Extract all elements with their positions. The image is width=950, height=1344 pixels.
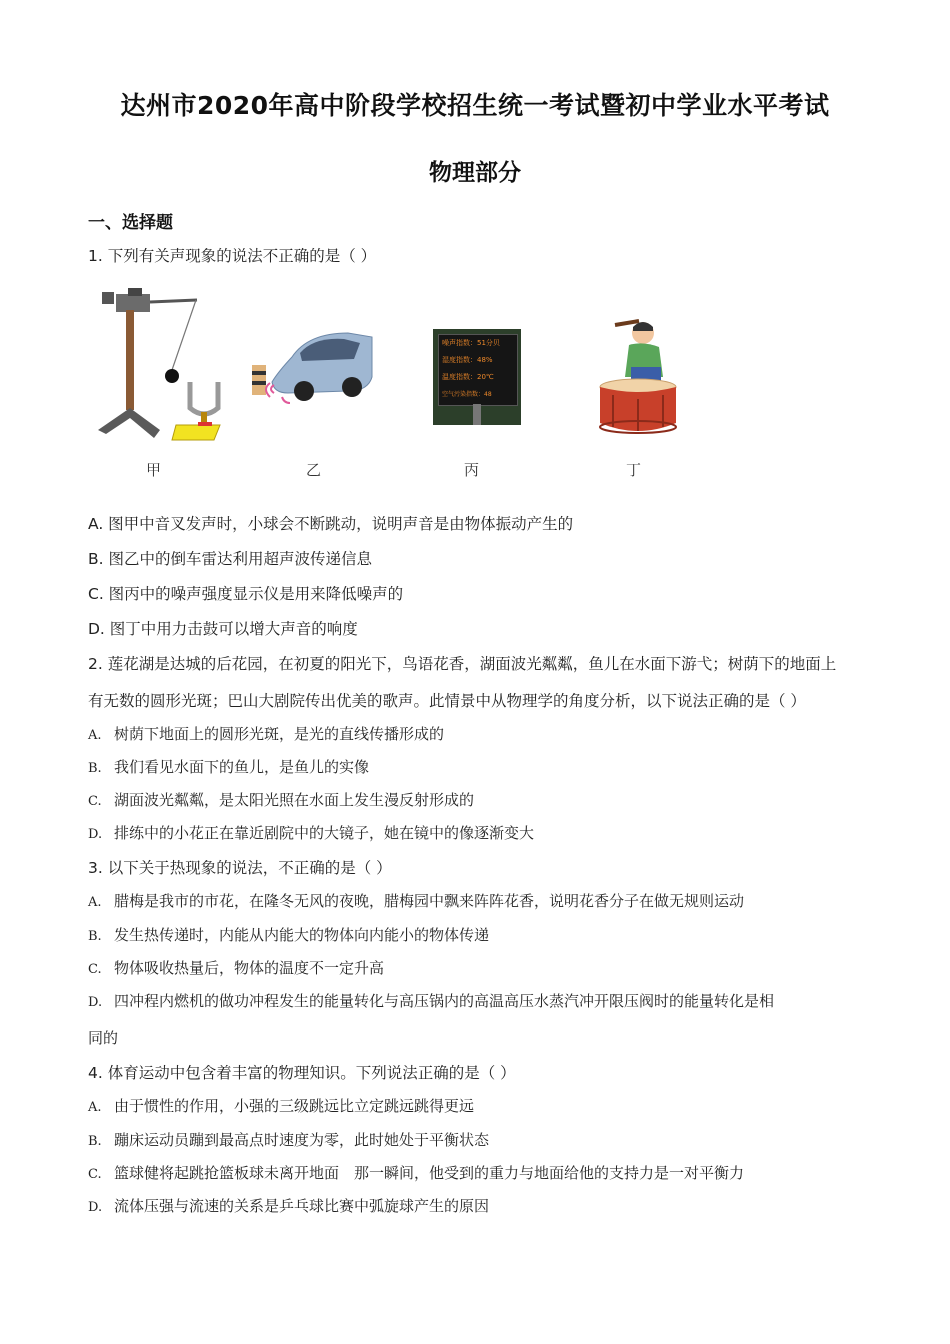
question-3-option-d-continuation: 同的 bbox=[88, 1029, 119, 1047]
question-4-option-d: D. 流体压强与流速的关系是乒乓球比赛中弧旋球产生的原因 bbox=[88, 1197, 490, 1215]
question-1-option-b: B. 图乙中的倒车雷达利用超声波传递信息 bbox=[88, 550, 372, 568]
question-4-stem: 4. 体育运动中包含着丰富的物理知识。下列说法正确的是（ ） bbox=[88, 1064, 516, 1082]
question-2-option-a: A. 树荫下地面上的圆形光斑，是光的直线传播形成的 bbox=[88, 725, 445, 743]
question-1-option-a: A. 图甲中音叉发声时，小球会不断跳动，说明声音是由物体振动产生的 bbox=[88, 515, 574, 533]
question-2-option-d: D. 排练中的小花正在靠近剧院中的大镜子，她在镜中的像逐渐变大 bbox=[88, 824, 535, 842]
image-caption-ding: 丁 bbox=[626, 461, 642, 479]
question-2-stem-line-1: 2. 莲花湖是达城的后花园，在初夏的阳光下，鸟语花香，湖面波光粼粼，鱼儿在水面下游弋；树荫下的地面上 bbox=[88, 655, 837, 673]
question-3-option-a: A. 腊梅是我市的市花，在隆冬无风的夜晚，腊梅园中飘来阵阵花香，说明花香分子在做无规则运动 bbox=[88, 892, 745, 910]
image-caption-bing: 丙 bbox=[464, 461, 480, 479]
question-2-option-b: B. 我们看见水面下的鱼儿，是鱼儿的实像 bbox=[88, 758, 370, 776]
question-1-stem: 1. 下列有关声现象的说法不正确的是（ ） bbox=[88, 247, 377, 265]
question-4-option-a: A. 由于惯性的作用，小强的三级跳远比立定跳远跳得更远 bbox=[88, 1097, 475, 1115]
question-2-stem-line-2: 有无数的圆形光斑；巴山大剧院传出优美的歌声。此情景中从物理学的角度分析，以下说法正确的是（ ） bbox=[88, 692, 806, 710]
question-1-option-c: C. 图丙中的噪声强度显示仪是用来降低噪声的 bbox=[88, 585, 404, 603]
section-heading: 一、选择题 bbox=[88, 213, 173, 233]
display-line-1: 噪声指数：51分贝 bbox=[442, 339, 500, 347]
car-radar-image bbox=[248, 327, 378, 417]
display-line-4: 空气污染指数：48 bbox=[442, 391, 492, 398]
question-3-option-b: B. 发生热传递时，内能从内能大的物体向内能小的物体传递 bbox=[88, 926, 490, 944]
drum-image bbox=[593, 315, 683, 440]
question-1-option-d: D. 图丁中用力击鼓可以增大声音的响度 bbox=[88, 620, 358, 638]
question-3-option-d: D. 四冲程内燃机的做功冲程发生的能量转化与高压锅内的高温高压水蒸汽冲开限压阀时的能量转化是相 bbox=[88, 992, 775, 1010]
question-3-option-c: C. 物体吸收热量后，物体的温度不一定升高 bbox=[88, 959, 385, 977]
display-line-2: 湿度指数：48% bbox=[442, 356, 493, 364]
tuning-fork-image bbox=[92, 280, 222, 450]
display-line-3: 温度指数：20℃ bbox=[442, 373, 494, 381]
question-2-option-c: C. 湖面波光粼粼，是太阳光照在水面上发生漫反射形成的 bbox=[88, 791, 475, 809]
question-1-figure bbox=[88, 275, 688, 480]
question-4-option-c: C. 篮球健将起跳抢篮板球未离开地面 那一瞬间，他受到的重力与地面给他的支持力是一对平衡力 bbox=[88, 1164, 745, 1182]
image-caption-yi: 乙 bbox=[306, 461, 322, 479]
question-3-stem: 3. 以下关于热现象的说法，不正确的是（ ） bbox=[88, 859, 392, 877]
noise-display-image bbox=[433, 329, 521, 425]
question-4-option-b: B. 蹦床运动员蹦到最高点时速度为零，此时她处于平衡状态 bbox=[88, 1131, 490, 1149]
page-subtitle: 物理部分 bbox=[429, 160, 521, 186]
image-caption-jia: 甲 bbox=[146, 461, 162, 479]
page-title: 达州市2020年高中阶段学校招生统一考试暨初中学业水平考试 bbox=[120, 91, 830, 120]
